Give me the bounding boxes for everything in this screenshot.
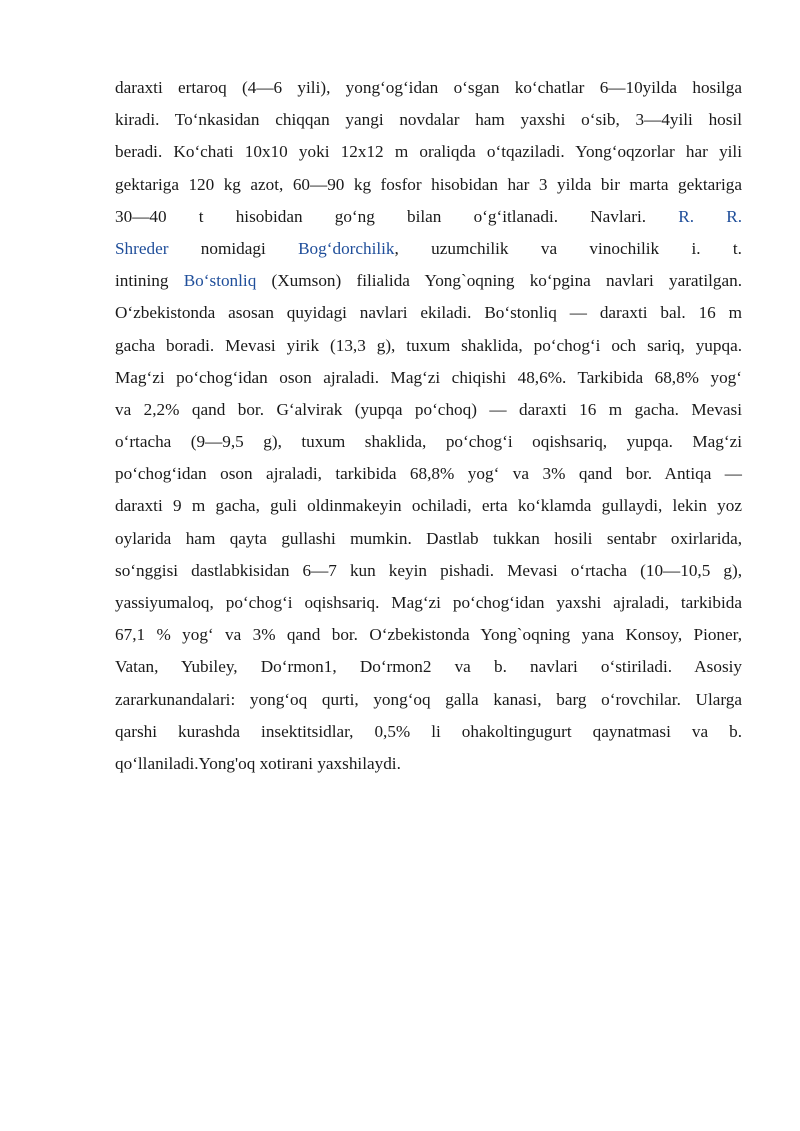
text-segment: oylarida ham qayta gullashi mumkin. Dastlab tukkan hosili sentabr oxirlarida,: [115, 528, 742, 548]
text-segment: Vatan, Yubiley, Do‘rmon1, Do‘rmon2 va b. navlari o‘stiriladi. Asosiy: [115, 657, 742, 677]
text-segment: intining: [115, 271, 184, 291]
text-segment: nomidagi: [168, 238, 299, 258]
text-segment: o‘rtacha (9—9,5 g), tuxum shaklida, po‘chog‘i oqishsariq, yupqa. Mag‘zi: [115, 432, 742, 452]
paragraph: [115, 72, 742, 780]
inline-link[interactable]: R. R.: [678, 206, 742, 226]
text-segment: zararkunandalari: yong‘oq qurti, yong‘oq galla kanasi, barg o‘rovchilar. Ularga: [115, 689, 742, 709]
text-segment: gacha boradi. Mevasi yirik (13,3 g), tuxum shaklida, po‘chog‘i och sariq, yupqa.: [115, 335, 742, 355]
text-line: [115, 394, 742, 426]
text-segment: daraxti ertaroq (4—6 yili), yong‘og‘idan o‘sgan ko‘chatlar 6—10yilda hosilga: [115, 78, 742, 97]
text-line: [115, 555, 742, 587]
document-body: [115, 72, 742, 780]
text-line: [115, 458, 742, 490]
text-line: [115, 651, 742, 683]
text-segment: yassiyumaloq, po‘chog‘i oqishsariq. Mag‘zi po‘chog‘idan yaxshi ajraladi, tarkibida: [115, 593, 742, 612]
text-segment: (Xumson) filialida Yong`oqning ko‘pgina navlari yaratilgan.: [256, 271, 742, 291]
inline-link[interactable]: Bo‘stonliq: [183, 271, 257, 291]
text-segment: kiradi. To‘nkasidan chiqqan yangi novdalar ham yaxshi o‘sib, 3—4yili hosil: [115, 110, 742, 130]
text-segment: gektariga 120 kg azot, 60—90 kg fosfor hisobidan har 3 yilda bir marta gektariga: [115, 174, 742, 194]
text-segment: va 2,2% qand bor. G‘alvirak (yupqa po‘choq) — daraxti 16 m gacha. Mevasi: [115, 399, 742, 419]
text-line: [115, 72, 742, 104]
text-segment: 67,1 % yog‘ va 3% qand bor. O‘zbekistonda Yong`oqning yana Konsoy, Pioner,: [115, 625, 742, 645]
text-segment: qarshi kurashda insektitsidlar, 0,5% li ohakoltingugurt qaynatmasi va b.: [115, 721, 742, 741]
text-segment: 30—40 t hisobidan go‘ng bilan o‘g‘itlanadi. Navlari.: [115, 206, 679, 226]
text-line: [115, 265, 742, 297]
text-line: [115, 169, 742, 201]
text-segment: po‘chog‘idan oson ajraladi, tarkibida 68,8% yog‘ va 3% qand bor. Antiqa —: [115, 464, 742, 484]
text-segment: O‘zbekistonda asosan quyidagi navlari ekiladi. Bo‘stonliq — daraxti bal. 16 m: [115, 303, 742, 323]
text-line: [115, 201, 742, 233]
text-line: [115, 104, 742, 136]
text-line: [115, 587, 742, 619]
text-line: [115, 619, 742, 651]
text-line: [115, 523, 742, 555]
text-segment: daraxti 9 m gacha, guli oldinmakeyin ochiladi, erta ko‘klamda gullaydi, lekin yoz: [115, 496, 742, 516]
text-segment: so‘nggisi dastlabkisidan 6—7 kun keyin pishadi. Mevasi o‘rtacha (10—10,5 g),: [115, 560, 742, 580]
text-line: [115, 362, 742, 394]
text-line: [115, 748, 742, 780]
text-segment: qo‘llaniladi.Yong'oq xotirani yaxshilaydi.: [115, 753, 401, 773]
inline-link[interactable]: Bog‘dorchilik: [298, 238, 395, 258]
text-line: [115, 716, 742, 748]
text-line: [115, 490, 742, 522]
text-line: [115, 684, 742, 716]
text-line: [115, 136, 742, 168]
text-line: [115, 297, 742, 329]
text-segment: Mag‘zi po‘chog‘idan oson ajraladi. Mag‘zi chiqishi 48,6%. Tarkibida 68,8% yog‘: [115, 367, 742, 387]
text-line: [115, 233, 742, 265]
text-segment: beradi. Ko‘chati 10x10 yoki 12x12 m oraliqda o‘tqaziladi. Yong‘oqzorlar har yili: [115, 142, 742, 162]
text-segment: , uzumchilik va vinochilik i. t.: [394, 238, 742, 258]
inline-link[interactable]: Shreder: [115, 238, 169, 258]
text-line: [115, 426, 742, 458]
text-line: [115, 330, 742, 362]
